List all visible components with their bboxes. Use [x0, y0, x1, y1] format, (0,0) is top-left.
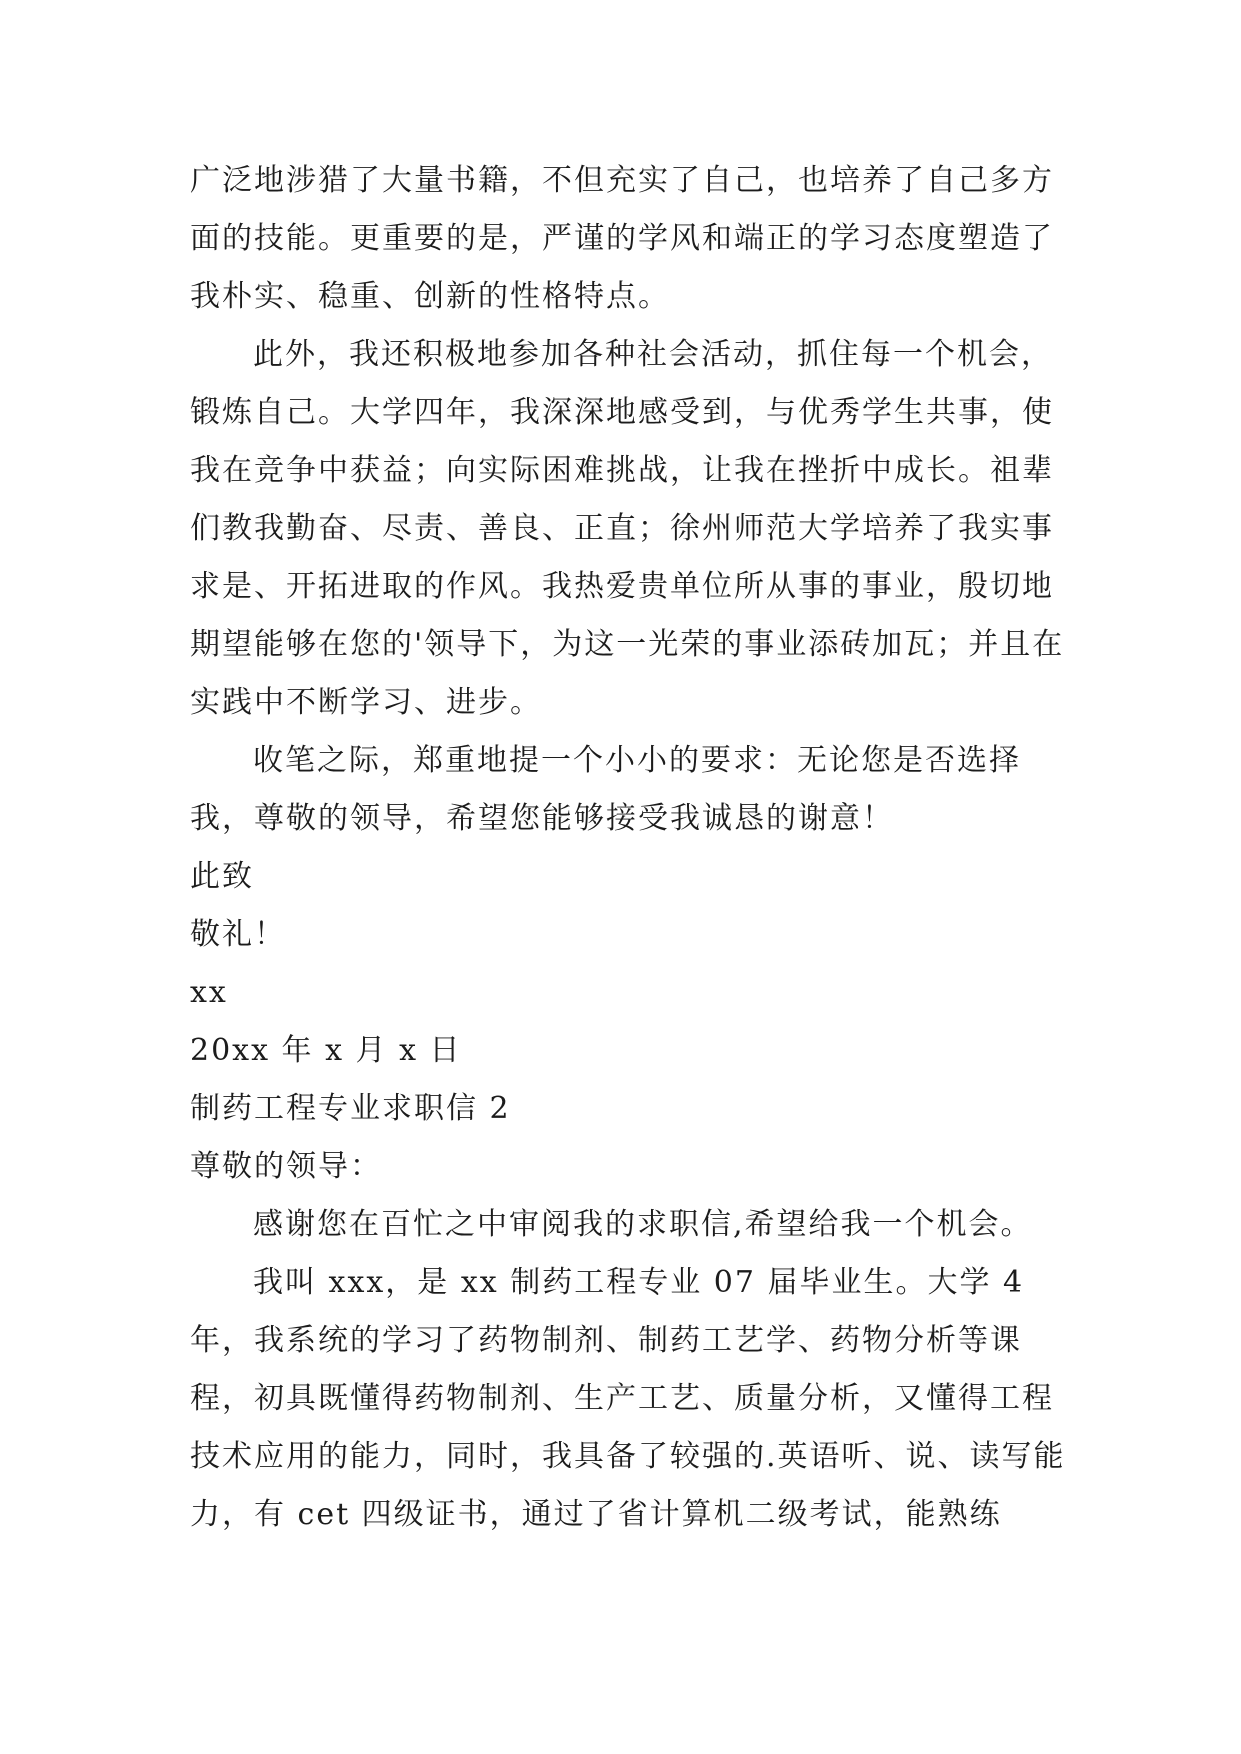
letter-2-title: 制药工程专业求职信 2 [190, 1091, 511, 1126]
letter-2-thanks: 感谢您在百忙之中审阅我的求职信,希望给我一个机会。 [253, 1207, 1033, 1242]
salutation-cizhi: 此致 [190, 859, 254, 894]
paragraph-continued: 广泛地涉猎了大量书籍，不但充实了自己，也培养了自己多方面的技能。更重要的是，严谨的学风和端正的学习态度塑造了我朴实、稳重、创新的性格特点。 [190, 163, 1054, 314]
document-body [190, 152, 1070, 1544]
paragraph-closing: 收笔之际，郑重地提一个小小的要求：无论您是否选择我，尊敬的领导，希望您能够接受我诚恳的谢意！ [190, 743, 1021, 836]
signature-date: 20xx 年 x 月 x 日 [190, 1033, 462, 1068]
salutation-jingli: 敬礼！ [190, 917, 286, 952]
letter-2-greeting: 尊敬的领导： [190, 1149, 382, 1184]
paragraph-activities: 此外，我还积极地参加各种社会活动，抓住每一个机会，锻炼自己。大学四年，我深深地感受到，与优秀学生共事，使我在竞争中获益；向实际困难挑战，让我在挫折中成长。祖辈们教我勤奋、尽责、善良、正直；徐州师范大学培养了我实事求是、开拓进取的作风。我热爱贵单位所从事的事业，殷切地期望能够在您的'领导下，为这一光荣的事业添砖加瓦；并且在实践中不断学习、进步。 [190, 337, 1065, 720]
signature-name: xx [190, 975, 228, 1010]
letter-2-intro: 我叫 xxx，是 xx 制药工程专业 07 届毕业生。大学 4 年，我系统的学习了药物制剂、制药工艺学、药物分析等课程，初具既懂得药物制剂、生产工艺、质量分析，又懂得工程技术应用的能力，同时，我具备了较强的.英语听、说、读写能力，有 cet 四级证书，通过了省计算机二级考试，能熟练 [190, 1265, 1066, 1532]
